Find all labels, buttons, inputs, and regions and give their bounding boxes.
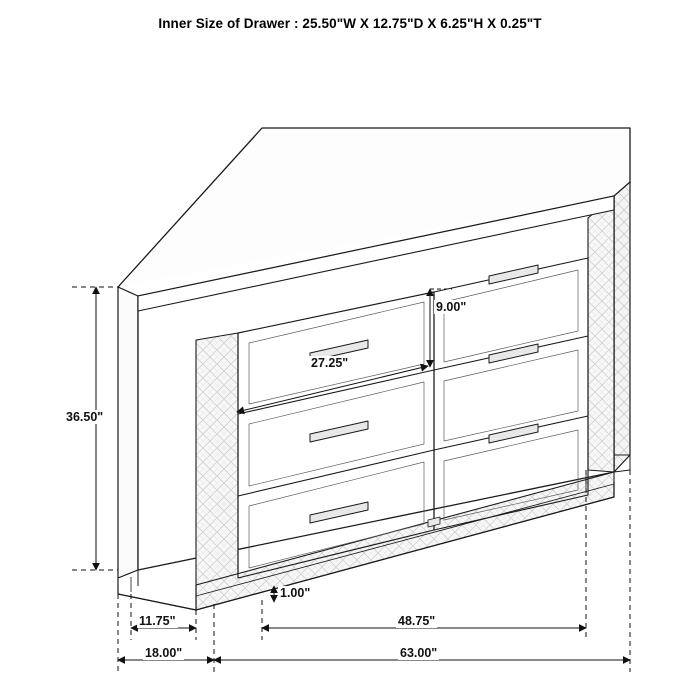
dim-drawer-front-height: 9.00" <box>436 300 467 314</box>
dim-drawer-front-width: 27.25" <box>311 356 349 370</box>
dim-base-height: 1.00" <box>280 586 311 600</box>
page-title: Inner Size of Drawer : 25.50"W X 12.75"D X 6.25"H X 0.25"T <box>158 16 542 31</box>
dim-depth-overall: 18.00" <box>145 646 183 660</box>
dim-front-width-inner: 48.75" <box>398 614 436 628</box>
dim-depth-side: 11.75" <box>139 614 176 628</box>
dim-height-overall: 36.50" <box>66 410 104 424</box>
dim-width-overall: 63.00" <box>400 646 438 660</box>
